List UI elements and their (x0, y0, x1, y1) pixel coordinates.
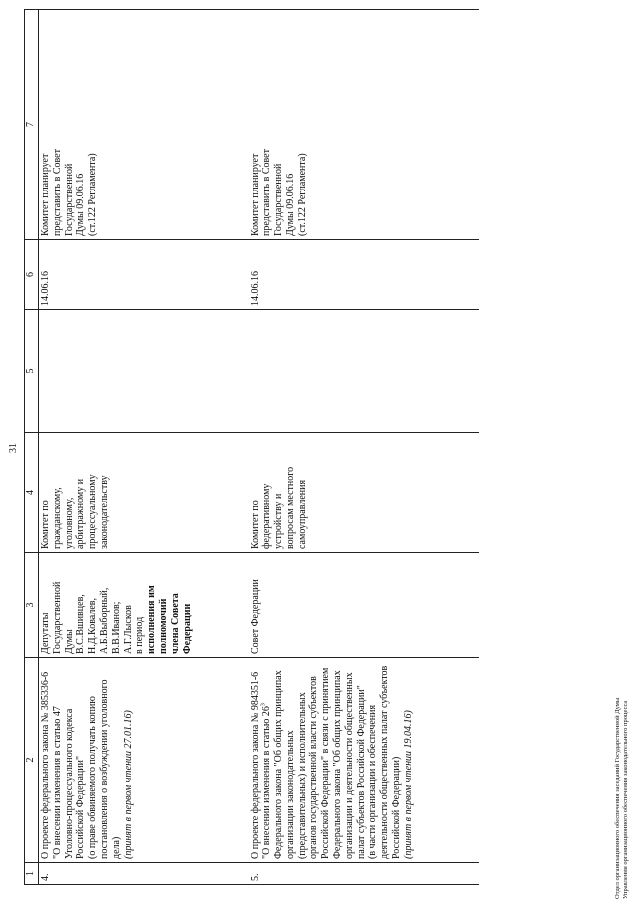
column-header: 4 (25, 433, 39, 553)
author_lines-line: полномочий (157, 598, 169, 654)
author_lines-line: Думы (63, 629, 75, 654)
footer (614, 698, 630, 899)
bill-authors (39, 553, 249, 658)
author_lines-line: Н.Д.Ковалев, (87, 598, 99, 654)
bill_lines-line: (о праве обвиняемого получать копию (87, 696, 99, 859)
committee_lines-line: законодательству (98, 475, 110, 549)
column-header: 7 (25, 10, 39, 240)
bill_lines-line: Уголовно-процессуального кодекса (63, 708, 75, 859)
row-number: 5. (249, 863, 479, 885)
committee_lines-line: процессуальному (87, 474, 99, 549)
table-body (39, 10, 479, 885)
author_lines-line: Государственной (51, 581, 63, 654)
bill_lines-line: палат субъектов Российской Федерации" (355, 685, 367, 859)
plan-note (249, 10, 479, 240)
committee_lines-line: уголовному, (63, 497, 75, 549)
responsible-committee (39, 433, 249, 553)
table-row (39, 10, 249, 885)
author_lines-line: Депутаты (40, 612, 51, 654)
bill_lines-line: организации законодательных (284, 730, 296, 859)
column-header: 5 (25, 310, 39, 433)
column-5-cell (39, 310, 249, 433)
bill-title (39, 658, 249, 863)
committee_lines-line: федеративному (261, 483, 273, 549)
plan_lines-line: (ст.122 Регламента) (87, 153, 99, 236)
bills-table (24, 9, 479, 885)
column-header: 6 (25, 240, 39, 310)
plan_lines-line: Думы 09.06.16 (75, 173, 87, 236)
column-header: 1 (25, 863, 39, 885)
bill_lines-line: (принят в первом чтении 19.04.16) (402, 710, 414, 859)
column-5-cell (249, 310, 479, 433)
bill_lines-line: Российской Федерации" (75, 755, 87, 859)
bill-title (249, 658, 479, 863)
bill_lines-line: О проекте федерального закона № 984351-6 (249, 671, 261, 859)
bill_lines-line: "О внесении изменения в статью 47 (51, 706, 63, 859)
bill_lines-line: органов государственной власти субъектов (308, 676, 320, 859)
author_lines-line: Федерации (181, 603, 193, 654)
table-row (249, 10, 479, 885)
author_lines-line: в период (134, 616, 146, 654)
author_lines-line: А.Б.Выборный, (98, 587, 110, 654)
bill_lines-line: (принят в первом чтении 27.01.16) (122, 710, 134, 859)
footer-line: Отдел организационного обеспечения заседаний Государственной Думы (614, 697, 621, 899)
superscript: 3 (260, 703, 267, 707)
committee_lines-line: вопросам местного (284, 466, 296, 549)
bill_lines-line: (представительных) и исполнительных (296, 692, 308, 859)
plan_lines-line: Государственной (273, 163, 285, 236)
column-number-row (25, 10, 39, 885)
bill_lines-line: Федерального закона "Об общих принципах (332, 670, 344, 859)
committee_lines-line: самоуправления (296, 479, 308, 549)
bill_lines-line: деятельности общественных палат субъектов (379, 665, 391, 859)
committee_lines-line: устройству и (273, 493, 285, 549)
author_lines-line: В.С.Вшивцев, (75, 594, 87, 654)
plan_lines-line: Думы 09.06.16 (284, 173, 296, 236)
bill_lines-line: дела) (110, 836, 122, 859)
plan-note (39, 10, 249, 240)
page-number: 31 (8, 443, 19, 453)
plan_lines-line: Государственной (63, 163, 75, 236)
plan_lines-line: (ст.122 Регламента) (296, 153, 308, 236)
author_lines-line: исполнения им (146, 585, 158, 654)
bill_lines-line: "О внесении изменения в статью $26^3$ (260, 703, 273, 859)
bill_lines-line: (в части организации и обеспечения (367, 704, 379, 859)
author_lines-line: члена Совета (169, 593, 181, 654)
author_lines-line: В.В.Иванов; (110, 601, 122, 654)
bill-authors (249, 553, 479, 658)
bill_lines-line: О проекте федерального закона № 385336-6 (40, 671, 51, 859)
author_lines-line: Совет Федерации (249, 579, 261, 654)
row-number: 4. (39, 863, 249, 885)
author_lines-line: А.Г.Лысков (122, 605, 134, 654)
bill_lines-line: постановления о возбуждении уголовного (98, 679, 110, 859)
committee_lines-line: Комитет по (249, 500, 261, 549)
bill_lines-line: организации и деятельности общественных (343, 672, 355, 859)
plan_lines-line: Комитет планирует (40, 153, 51, 236)
footer-line: Управления организационного обеспечения законодательного процесса (622, 700, 630, 899)
column-header: 2 (25, 658, 39, 863)
plan_lines-line: представить в Совет (51, 149, 63, 236)
plan_lines-line: Комитет планирует (249, 153, 261, 236)
committee_lines-line: арбитражному и (75, 478, 87, 549)
committee_lines-line: Комитет по (40, 500, 51, 549)
date-cell: 14.06.16 (249, 240, 479, 310)
bill_lines-line: Российской Федерации" в связи с принятием (320, 667, 332, 859)
committee_lines-line: гражданскому, (51, 487, 63, 549)
date-cell: 14.06.16 (39, 240, 249, 310)
bill_lines-line: Федерального закона "Об общих принципах (273, 670, 285, 859)
plan_lines-line: представить в Совет (261, 149, 273, 236)
bill_lines-line: Российской Федерации) (391, 756, 403, 859)
responsible-committee (249, 433, 479, 553)
column-header: 3 (25, 553, 39, 658)
